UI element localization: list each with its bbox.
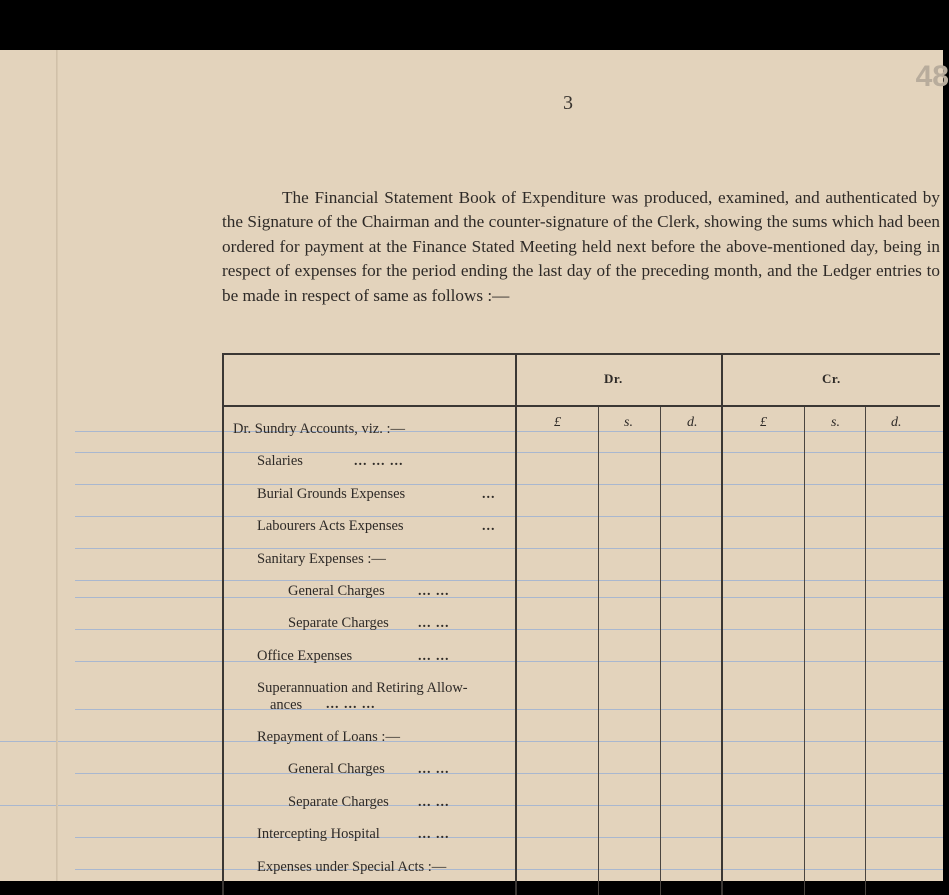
cr-shillings-heading: s. xyxy=(831,415,840,430)
cr-pence-heading: d. xyxy=(891,415,902,430)
row-label-salaries: Salaries xyxy=(257,453,303,469)
row-label-intercepting-hospital: Intercepting Hospital xyxy=(257,826,380,842)
header-divider xyxy=(224,405,940,407)
row-leaders: ... ... xyxy=(418,616,450,631)
ledger-table xyxy=(222,353,940,895)
ledger-page xyxy=(0,50,949,881)
page-fold xyxy=(56,50,58,881)
row-label-general-charges: General Charges xyxy=(288,761,385,777)
row-leaders: ... ... xyxy=(418,795,450,810)
cr-column-divider xyxy=(721,355,723,895)
dr-shillings-heading: s. xyxy=(624,415,633,430)
row-label-special-acts: Expenses under Special Acts :— xyxy=(257,859,447,875)
row-leaders: ... ... xyxy=(418,762,450,777)
row-label-separate-charges: Separate Charges xyxy=(288,794,389,810)
page-number: 3 xyxy=(563,92,573,114)
dr-pence-heading: d. xyxy=(687,415,698,430)
stamp-number: 48 xyxy=(915,60,949,93)
column-divider xyxy=(598,407,599,895)
row-leaders: ... xyxy=(482,487,496,502)
row-leaders: ... xyxy=(482,519,496,534)
dr-column-divider xyxy=(515,355,517,895)
row-label-sundry-accounts: Dr. Sundry Accounts, viz. :— xyxy=(233,421,405,437)
column-divider xyxy=(660,407,661,895)
cr-heading: Cr. xyxy=(822,371,841,386)
row-label-repayment-of-loans: Repayment of Loans :— xyxy=(257,729,400,745)
row-label-sanitary-expenses: Sanitary Expenses :— xyxy=(257,551,386,567)
column-divider xyxy=(865,407,866,895)
row-label-labourers-acts: Labourers Acts Expenses xyxy=(257,518,404,534)
dr-heading: Dr. xyxy=(604,371,623,386)
row-leaders: ... ... ... xyxy=(326,697,376,712)
column-divider xyxy=(804,407,805,895)
row-leaders: ... ... xyxy=(418,584,450,599)
row-leaders: ... ... xyxy=(418,827,450,842)
row-leaders: ... ... xyxy=(418,649,450,664)
cr-pounds-heading: £ xyxy=(760,415,767,430)
row-label-general-charges: General Charges xyxy=(288,583,385,599)
dr-pounds-heading: £ xyxy=(554,415,561,430)
row-label-office-expenses: Office Expenses xyxy=(257,648,353,664)
row-label-superannuation: Superannuation and Retiring Allow- xyxy=(257,680,468,696)
statement-paragraph: The Financial Statement Book of Expenditure was produced, examined, and authenticated by the Signature of the Chairman and the counter-signature of the Clerk, showing the sums which had been ordered for payment at the Finance Stated Meeting held next before the above-mentioned day, being in respect of expenses for the period ending the last day of the preceding month, and the Ledger entries to be made in respect of same as follows :— xyxy=(222,188,940,305)
row-label-separate-charges: Separate Charges xyxy=(288,615,389,631)
row-label-burial-grounds: Burial Grounds Expenses xyxy=(257,486,406,502)
row-leaders: ... ... ... xyxy=(354,454,404,469)
row-label-superannuation-cont: ances xyxy=(270,697,303,713)
